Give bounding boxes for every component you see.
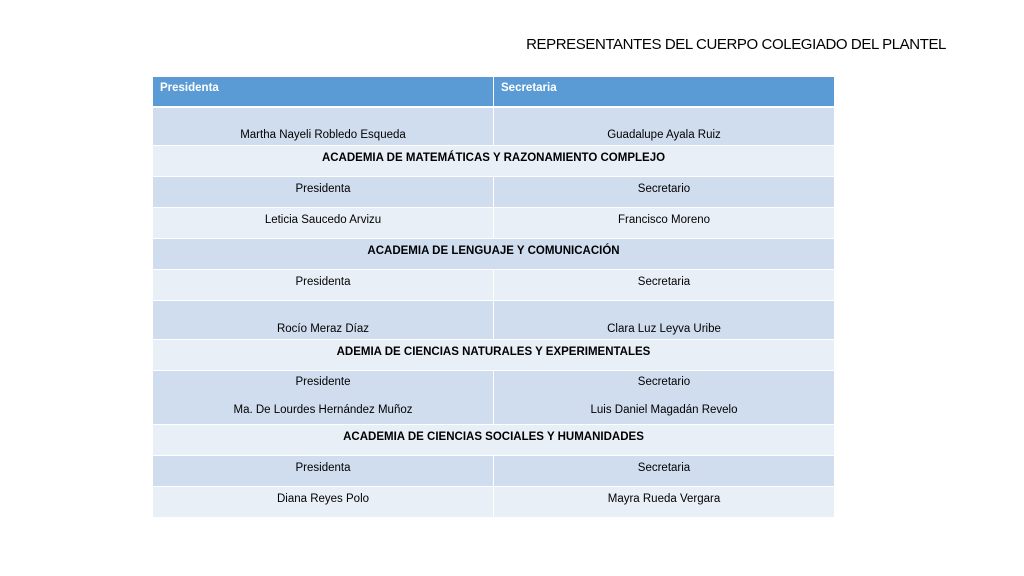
- cell-left: Presidenta: [153, 177, 494, 208]
- table-header-row: [153, 77, 835, 107]
- representatives-table: [152, 76, 835, 518]
- table-row: [153, 371, 835, 425]
- header-secretaria: Secretaria: [494, 77, 835, 107]
- section-row: [153, 425, 835, 456]
- section-title: ACADEMIA DE CIENCIAS SOCIALES Y HUMANIDADES: [153, 425, 835, 456]
- cell-left: Martha Nayeli Robledo Esqueda: [153, 107, 494, 146]
- person-name: Ma. De Lourdes Hernández Muñoz: [233, 404, 413, 416]
- section-title: ACADEMIA DE LENGUAJE Y COMUNICACIÓN: [153, 239, 835, 270]
- table-row: [153, 208, 835, 239]
- cell-right: Secretario: [494, 177, 835, 208]
- role-label: Presidente: [295, 376, 351, 388]
- table-row: [153, 487, 835, 518]
- cell-right: Francisco Moreno: [494, 208, 835, 239]
- cell-right: [494, 371, 835, 425]
- cell-right: Secretaria: [494, 456, 835, 487]
- table-row: [153, 456, 835, 487]
- cell-right: Clara Luz Leyva Uribe: [494, 301, 835, 340]
- cell-right: Guadalupe Ayala Ruiz: [494, 107, 835, 146]
- cell-right: Secretaria: [494, 270, 835, 301]
- person-name: Luis Daniel Magadán Revelo: [590, 404, 738, 416]
- section-title: ACADEMIA DE MATEMÁTICAS Y RAZONAMIENTO COMPLEJO: [153, 146, 835, 177]
- cell-right: Mayra Rueda Vergara: [494, 487, 835, 518]
- table-row: [153, 270, 835, 301]
- role-label: Secretario: [637, 376, 691, 388]
- section-row: [153, 340, 835, 371]
- cell-left: Presidenta: [153, 270, 494, 301]
- slide-title: REPRESENTANTES DEL CUERPO COLEGIADO DEL PLANTEL: [526, 36, 946, 53]
- cell-left: [153, 371, 494, 425]
- section-row: [153, 146, 835, 177]
- cell-left: Presidenta: [153, 456, 494, 487]
- table-row: [153, 107, 835, 146]
- cell-left: Leticia Saucedo Arvizu: [153, 208, 494, 239]
- section-row: [153, 239, 835, 270]
- header-presidenta: Presidenta: [153, 77, 494, 107]
- table-row: [153, 301, 835, 340]
- cell-left: Rocío Meraz Díaz: [153, 301, 494, 340]
- section-title: ADEMIA DE CIENCIAS NATURALES Y EXPERIMENTALES: [153, 340, 835, 371]
- cell-left: Diana Reyes Polo: [153, 487, 494, 518]
- table-row: [153, 177, 835, 208]
